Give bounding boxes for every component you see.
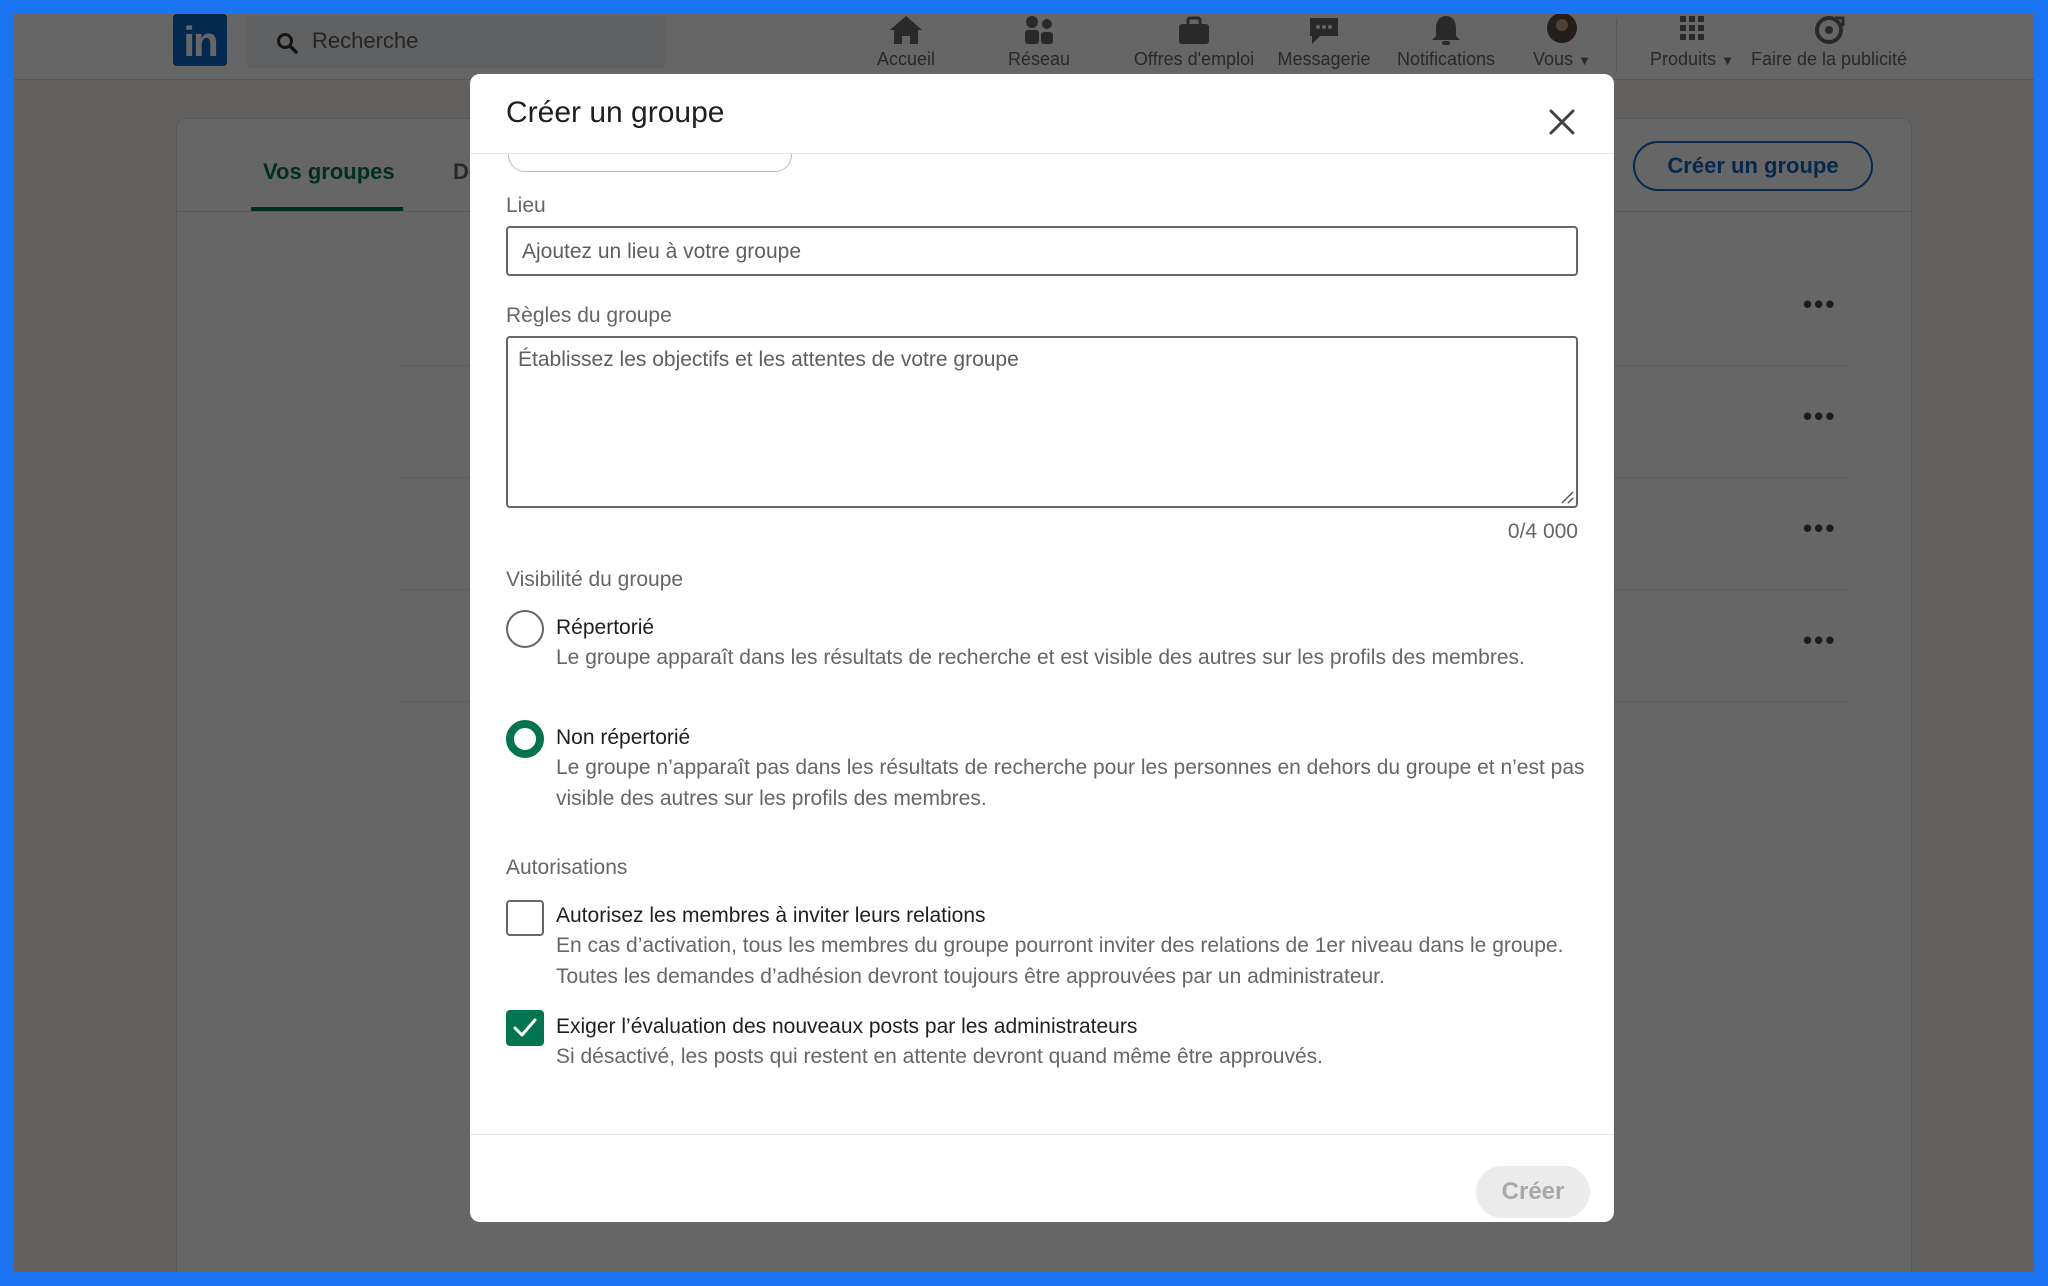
checkmark-icon xyxy=(513,1017,537,1039)
option-allow-invites-title[interactable]: Autorisez les membres à inviter leurs relations xyxy=(556,904,986,927)
radio-listed[interactable] xyxy=(506,610,544,648)
permissions-label: Autorisations xyxy=(506,856,628,879)
location-placeholder: Ajoutez un lieu à votre groupe xyxy=(522,240,802,263)
option-allow-invites-description: En cas d’activation, tous les membres du groupe pourront inviter des relations de 1er niveau dans le groupe. Toutes les demandes d’adhésion devront toujours être approuvées par un administrateur. xyxy=(556,934,1564,988)
visibility-label: Visibilité du groupe xyxy=(506,568,684,591)
rules-textarea[interactable] xyxy=(506,336,1578,508)
character-counter: 0/4 000 xyxy=(1507,520,1578,543)
option-require-review-title[interactable]: Exiger l’évaluation des nouveaux posts par les administrateurs xyxy=(556,1015,1138,1038)
option-unlisted-title[interactable]: Non répertorié xyxy=(556,726,691,749)
create-button[interactable]: Créer xyxy=(1476,1166,1590,1218)
option-listed-description: Le groupe apparaît dans les résultats de recherche et est visible des autres sur les profils des membres. xyxy=(556,646,1525,669)
option-require-review-description: Si désactivé, les posts qui restent en attente devront quand même être approuvés. xyxy=(556,1045,1323,1068)
rules-label: Règles du groupe xyxy=(506,304,672,327)
dialog-header xyxy=(470,74,1614,154)
option-listed-title[interactable]: Répertorié xyxy=(556,616,655,639)
checkbox-allow-invites[interactable] xyxy=(506,900,544,936)
close-button[interactable] xyxy=(1548,108,1582,142)
rules-placeholder: Établissez les objectifs et les attentes de votre groupe xyxy=(518,348,1019,371)
close-icon xyxy=(1548,108,1576,136)
location-input[interactable] xyxy=(506,226,1578,276)
radio-unlisted[interactable] xyxy=(506,720,544,758)
location-label: Lieu xyxy=(506,194,546,217)
checkbox-require-post-review[interactable] xyxy=(506,1010,544,1046)
resize-handle-icon[interactable] xyxy=(1560,490,1574,504)
app-window xyxy=(14,14,2034,1272)
footer-divider xyxy=(470,1134,1614,1135)
dialog-title: Créer un groupe xyxy=(506,96,725,129)
create-group-dialog xyxy=(470,74,1614,1222)
option-unlisted-description: Le groupe n’apparaît pas dans les résultats de recherche pour les personnes en dehors du groupe et n’est pas visible des autres sur les profils des membres. xyxy=(556,756,1585,810)
